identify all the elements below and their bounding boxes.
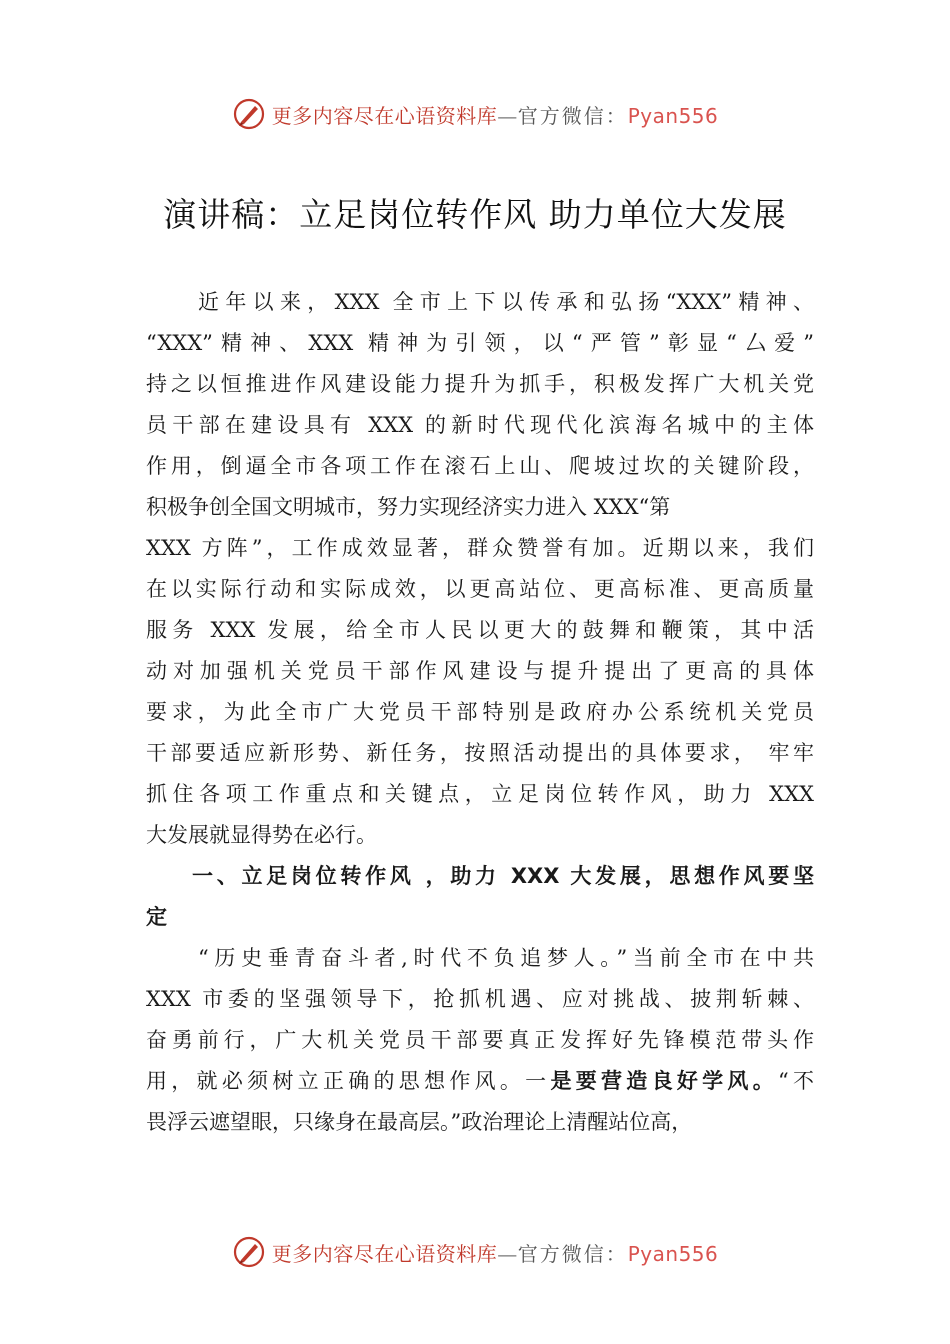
paragraph-line: 干部要适应新形势、新任务，按照活动提出的具体要求， 牢牢 (146, 741, 814, 765)
paragraph-line: 大发展就显得势在必行。 (146, 823, 377, 847)
paragraph-line: 用，就必须树立正确的思想作风。一是要营造良好学风。“不 (146, 1069, 814, 1093)
paragraph-line: “历史垂青奋斗者,时代不负追梦人。”当前全市在中共 (198, 946, 814, 970)
paragraph-line: 员干部在建设具有 XXX 的新时代现代化滨海名城中的主体 (146, 413, 814, 437)
paragraph-line: “XXX”精神、XXX 精神为引领，以“严管”彰显“厶爱” (146, 331, 814, 355)
paragraph-line: 作用，倒逼全市各项工作在滚石上山、爬坡过坎的关键阶段， (146, 454, 814, 478)
paragraph-line: 服务 XXX 发展，给全市人民以更大的鼓舞和鞭策，其中活 (146, 618, 814, 642)
paragraph-line: 要求，为此全市广大党员干部特别是政府办公系统机关党员 (146, 700, 814, 724)
watermark-banner-top (0, 94, 950, 134)
pen-logo-icon (232, 1235, 266, 1269)
paragraph-line: 抓住各项工作重点和关键点，立足岗位转作风，助力 XXX (146, 782, 814, 806)
paragraph-line: XXX 市委的坚强领导下，抢抓机遇、应对挑战、披荆斩棘、 (146, 987, 814, 1011)
paragraph-line: XXX 方阵”，工作成效显著，群众赞誉有加。近期以来，我们 (146, 536, 814, 560)
paragraph-line: 持之以恒推进作风建设能力提升为抓手，积极发挥广大机关党 (146, 372, 814, 396)
watermark-banner-bottom (0, 1232, 950, 1272)
section-heading: 定 (146, 905, 167, 929)
paragraph-line: 动对加强机关党员干部作风建设与提升提出了更高的具体 (146, 659, 814, 683)
watermark-text: 更多内容尽在心语资料库—官方微信：Pyan556 (271, 103, 719, 128)
paragraph-line: 畏浮云遮望眼，只缘身在最高层。”政治理论上清醒站位高， (146, 1110, 693, 1134)
section-heading: 一、立足岗位转作风 ，助力 XXX 大发展，思想作风要坚 (192, 864, 814, 888)
emphasis-text: 是要营造良好学风。 (550, 1069, 778, 1093)
document-body (146, 282, 814, 1143)
pen-logo-icon (232, 97, 266, 131)
paragraph-line: 积极争创全国文明城市，努力实现经济实力进入 XXX“第 (146, 495, 671, 519)
paragraph-line: 奋勇前行，广大机关党员干部要真正发挥好先锋模范带头作 (146, 1028, 814, 1052)
document-title: 演讲稿：立足岗位转作风 助力单位大发展 (163, 195, 787, 234)
watermark-text: 更多内容尽在心语资料库—官方微信：Pyan556 (271, 1241, 719, 1266)
paragraph-line: 在以实际行动和实际成效，以更高站位、更高标准、更高质量 (146, 577, 814, 601)
paragraph-line: 近年以来，XXX 全市上下以传承和弘扬“XXX”精神、 (198, 290, 814, 314)
